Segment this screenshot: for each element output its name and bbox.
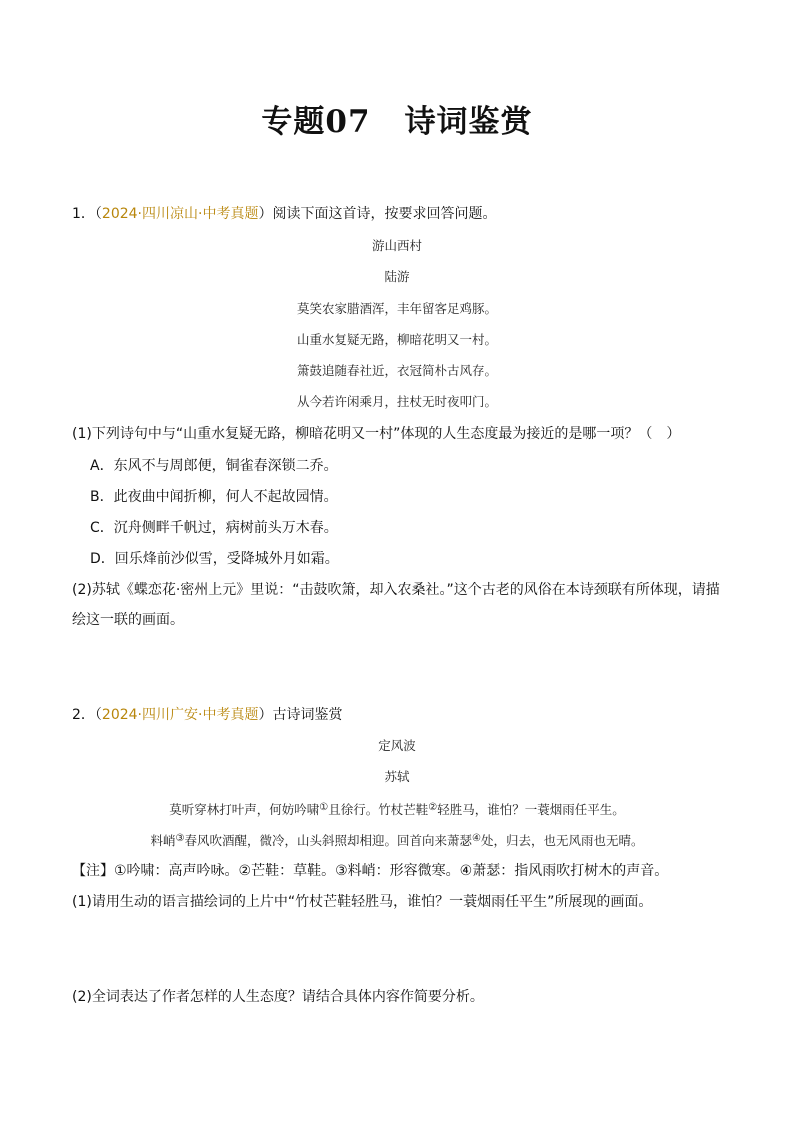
question-prompt: 古诗词鉴赏 [272,707,343,723]
question-source: 2024·四川广安·中考真题 [101,707,259,723]
page-title [0,96,794,141]
question-source: 2024·四川凉山·中考真题 [101,206,259,222]
sub-question-2: (2)全词表达了作者怎样的人生态度？请结合具体内容作简要分析。 [72,989,484,1005]
footnote-marker: ② [428,802,438,813]
question-number: 2． [72,707,95,723]
option-a: A．东风不与周郎便，铜雀春深锁二乔。 [90,458,338,474]
option-c: C．沉舟侧畔千帆过，病树前头万木春。 [90,520,338,536]
option-b: B．此夜曲中闻折柳，何人不起故园情。 [90,489,338,505]
poem-line: 山重水复疑无路，柳暗花明又一村。 [296,332,497,347]
poem-title: 游山西村 [371,238,422,253]
poem-line: 从今若许闲乘月，拄杖无时夜叩门。 [296,394,497,409]
question-2-header: 2．（2024·四川广安·中考真题）古诗词鉴赏 [72,707,343,723]
poem-line: 莫笑农家腊酒浑，丰年留客足鸡豚。 [296,301,497,316]
sub-question-2: (2)苏轼《蝶恋花·密州上元》里说：“击鼓吹箫，却入农桑社。”这个古老的风俗在本诗颈联有所体现，请描 [72,582,720,598]
poem-title: 定风波 [378,738,416,753]
footnote-marker: ④ [472,833,481,844]
option-d: D．回乐烽前沙似雪，受降城外月如霜。 [90,551,339,567]
topic-number: 专题07 [261,104,371,140]
poem-line: 莫听穿林打叶声，何妨吟啸①且徐行。竹杖芒鞋②轻胜马，谁怕？一蓑烟雨任平生。 [169,802,625,817]
poem-author: 苏轼 [384,769,410,784]
question-number: 1． [72,206,95,222]
footnote-annotations: 【注】①吟啸：高声吟咏。②芒鞋：草鞋。③料峭：形容微寒。④萧瑟：指风雨吹打树木的声音。 [72,863,669,879]
footnote-marker: ① [319,802,329,813]
sub-question-1: (1)下列诗句中与“山重水复疑无路，柳暗花明又一村”体现的人生态度最为接近的是哪一项？（ ） [72,426,681,442]
footnote-marker: ③ [175,833,185,844]
sub-question-1: (1)请用生动的语言描绘词的上片中“竹杖芒鞋轻胜马，谁怕？一蓑烟雨任平生”所展现的画面。 [72,894,653,910]
poem-line: 箫鼓追随春社近，衣冠简朴古风存。 [296,363,497,378]
poem-line: 料峭③春风吹酒醒，微冷，山头斜照却相迎。回首向来萧瑟④处，归去，也无风雨也无晴。 [150,833,644,848]
question-prompt: 阅读下面这首诗，按要求回答问题。 [272,206,497,222]
topic-name: 诗词鉴赏 [404,104,533,140]
question-1-header: 1．（2024·四川凉山·中考真题）阅读下面这首诗，按要求回答问题。 [72,206,497,222]
sub-question-2-cont: 绘这一联的画面。 [72,612,184,628]
poem-author: 陆游 [384,269,410,284]
